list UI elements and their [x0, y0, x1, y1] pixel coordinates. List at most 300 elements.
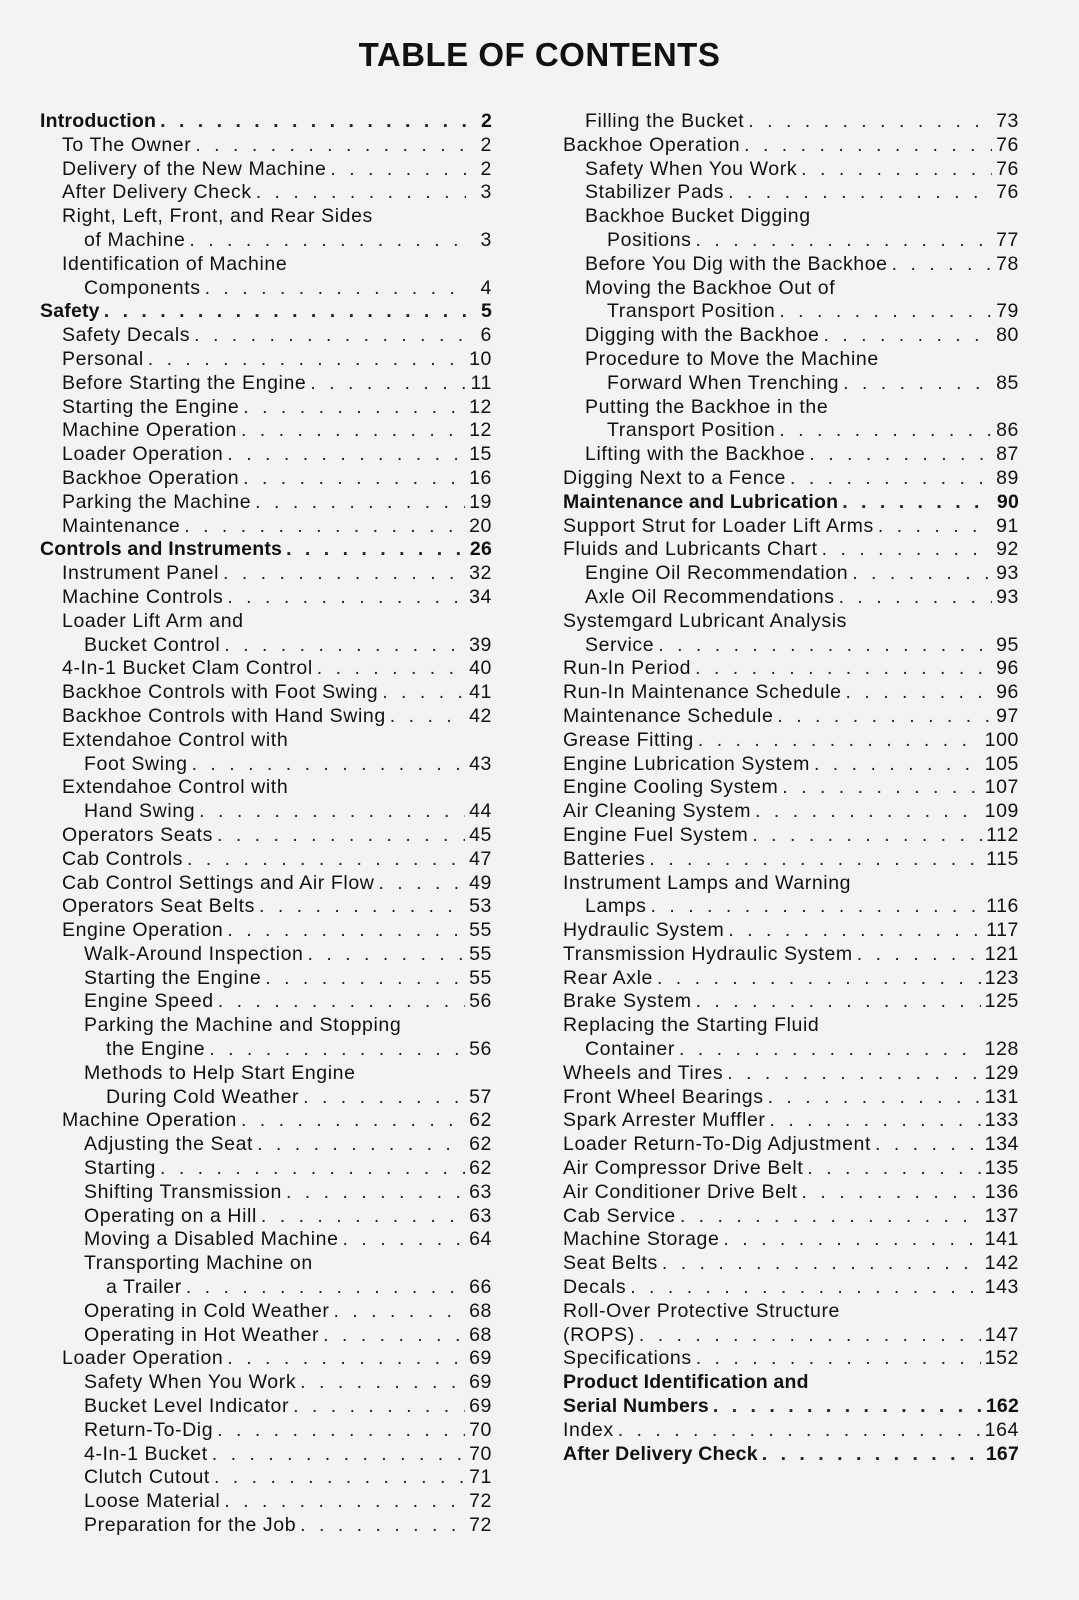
toc-left-column [40, 110, 492, 1538]
toc-entry-label: the Engine [106, 1038, 206, 1061]
toc-entry-page-number: 115 [986, 847, 1019, 870]
toc-entry [40, 1205, 492, 1229]
dot-leader [308, 943, 466, 967]
toc-entry [563, 538, 1019, 562]
toc-entry [563, 586, 1019, 610]
toc-entry [563, 1086, 1019, 1110]
toc-entry-page-number: 57 [469, 1085, 492, 1108]
toc-entry-page-number: 56 [469, 990, 492, 1013]
toc-entry [40, 610, 492, 634]
dot-leader [286, 538, 466, 562]
toc-entry-label: Loader Return-To-Dig Adjustment [563, 1133, 871, 1156]
toc-entry [40, 1371, 492, 1395]
toc-entry-page-number: 66 [469, 1276, 492, 1299]
toc-entry-page-number: 147 [984, 1323, 1019, 1346]
toc-entry-label: Operating on a Hill [84, 1204, 257, 1227]
toc-entry-page-number: 70 [469, 1418, 492, 1441]
toc-entry [40, 348, 492, 372]
toc-entry-label: Forward When Trenching [607, 371, 840, 394]
dot-leader [189, 229, 466, 253]
toc-entry-label: Run-In Maintenance Schedule [563, 681, 842, 704]
dot-leader [752, 824, 982, 848]
toc-entry-label: of Machine [84, 228, 186, 251]
toc-entry-page-number: 43 [469, 752, 492, 775]
dot-leader [187, 848, 465, 872]
toc-entry-page-number: 20 [469, 514, 492, 537]
toc-entry [563, 681, 1019, 705]
toc-entry-page-number: 73 [996, 110, 1019, 132]
dot-leader [768, 1086, 981, 1110]
toc-entry-page-number: 68 [469, 1323, 492, 1346]
toc-entry-label: Stabilizer Pads [585, 181, 725, 204]
toc-entry-label: Foot Swing [84, 752, 188, 775]
dot-leader [265, 967, 465, 991]
toc-entry [40, 919, 492, 943]
toc-entry [563, 134, 1019, 158]
toc-entry-label: Adjusting the Seat [84, 1133, 254, 1156]
toc-entry-page-number: 86 [996, 419, 1019, 442]
toc-entry-page-number: 96 [996, 681, 1019, 704]
toc-entry [563, 300, 1019, 324]
toc-entry-page-number: 117 [986, 919, 1019, 942]
toc-entry [563, 990, 1019, 1014]
dot-leader [748, 110, 992, 134]
toc-entry-page-number: 2 [480, 133, 492, 156]
dot-leader [807, 1157, 980, 1181]
dot-leader [217, 1419, 465, 1443]
toc-entry-label: Air Conditioner Drive Belt [563, 1180, 798, 1203]
toc-entry [563, 776, 1019, 800]
toc-entry-page-number: 63 [469, 1204, 492, 1227]
toc-entry [40, 1252, 492, 1276]
dot-leader [243, 467, 465, 491]
toc-entry-label: Air Cleaning System [563, 800, 752, 823]
toc-entry-page-number: 49 [469, 871, 492, 894]
toc-entry [40, 824, 492, 848]
toc-entry [563, 1324, 1019, 1348]
dot-leader [160, 110, 466, 134]
toc-entry-label: Cab Controls [62, 847, 184, 870]
toc-entry-label: Lamps [585, 895, 647, 918]
toc-entry-label: Controls and Instruments [40, 538, 283, 561]
toc-entry-page-number: 70 [469, 1442, 492, 1465]
dot-leader [713, 1395, 982, 1419]
toc-entry-label: Maintenance and Lubrication [563, 490, 839, 513]
toc-entry-label: Container [585, 1038, 675, 1061]
dot-leader [696, 990, 981, 1014]
toc-entry-page-number: 41 [469, 681, 492, 704]
toc-entry-page-number: 123 [984, 966, 1019, 989]
toc-entry-label: Procedure to Move the Machine [585, 347, 879, 370]
dot-leader [892, 253, 992, 277]
toc-entry [40, 776, 492, 800]
toc-entry [563, 1038, 1019, 1062]
toc-entry [40, 562, 492, 586]
dot-leader [195, 134, 466, 158]
toc-entry-label: Backhoe Controls with Hand Swing [62, 704, 386, 727]
toc-entry [563, 1205, 1019, 1229]
dot-leader [323, 1324, 465, 1348]
toc-entry [40, 657, 492, 681]
toc-entry [563, 1157, 1019, 1181]
toc-entry [40, 753, 492, 777]
toc-entry-label: Engine Cooling System [563, 776, 779, 799]
toc-entry [40, 1062, 492, 1086]
toc-entry-label: Shifting Transmission [84, 1180, 282, 1203]
toc-entry-label: Safety [40, 300, 100, 323]
toc-entry [563, 1252, 1019, 1276]
toc-entry-label: Operators Seat Belts [62, 895, 256, 918]
toc-entry [563, 657, 1019, 681]
dot-leader [814, 753, 981, 777]
toc-entry [563, 491, 1019, 515]
toc-entry-label: Digging Next to a Fence [563, 466, 786, 489]
dot-leader [755, 800, 981, 824]
toc-entry-label: Fluids and Lubricants Chart [563, 538, 818, 561]
toc-entry [40, 181, 492, 205]
toc-entry [563, 467, 1019, 491]
toc-entry [40, 396, 492, 420]
toc-entry [40, 1109, 492, 1133]
toc-entry-label: Maintenance [62, 514, 181, 537]
toc-entry-label: Operating in Hot Weather [84, 1323, 320, 1346]
toc-entry [563, 205, 1019, 229]
toc-entry-label: Transport Position [607, 300, 776, 323]
toc-entry-label: Loader Operation [62, 1347, 224, 1370]
toc-entry-label: Engine Speed [84, 990, 214, 1013]
toc-entry-label: After Delivery Check [62, 181, 252, 204]
toc-entry [40, 205, 492, 229]
toc-entry [563, 1133, 1019, 1157]
dot-leader [214, 1466, 465, 1490]
dot-leader [317, 657, 465, 681]
dot-leader [227, 1347, 465, 1371]
toc-entry-page-number: 76 [996, 157, 1019, 180]
toc-entry [563, 943, 1019, 967]
dot-leader [199, 800, 465, 824]
toc-entry-label: Putting the Backhoe in the [585, 395, 829, 418]
toc-entry-page-number: 100 [984, 728, 1019, 751]
toc-entry-page-number: 56 [469, 1038, 492, 1061]
dot-leader [651, 895, 983, 919]
toc-entry-label: Delivery of the New Machine [62, 157, 327, 180]
toc-entry-page-number: 92 [996, 538, 1019, 561]
toc-entry-label: Before Starting the Engine [62, 371, 307, 394]
toc-entry-label: (ROPS) [563, 1323, 635, 1346]
toc-entry [40, 943, 492, 967]
toc-entry-label: Positions [607, 228, 692, 251]
toc-entry-label: Axle Oil Recommendations [585, 585, 835, 608]
dot-leader [303, 1086, 465, 1110]
toc-entry-page-number: 96 [996, 657, 1019, 680]
toc-entry-page-number: 15 [469, 443, 492, 466]
toc-entry-page-number: 53 [469, 895, 492, 918]
toc-entry-label: Return-To-Dig [84, 1418, 214, 1441]
toc-entry-page-number: 134 [984, 1133, 1019, 1156]
toc-entry-label: Instrument Panel [62, 562, 220, 585]
dot-leader [723, 1228, 980, 1252]
dot-leader [696, 229, 993, 253]
toc-entry-label: a Trailer [106, 1276, 182, 1299]
toc-entry-label: Index [563, 1418, 614, 1441]
dot-leader [205, 277, 466, 301]
toc-entry-page-number: 47 [469, 847, 492, 870]
toc-entry-label: Loose Material [84, 1490, 221, 1513]
toc-entry-label: Grease Fitting [563, 728, 694, 751]
toc-entry-label: Cab Control Settings and Air Flow [62, 871, 375, 894]
dot-leader [293, 1395, 465, 1419]
toc-entry-label: Components [84, 276, 201, 299]
toc-entry-label: Safety Decals [62, 324, 191, 347]
dot-leader [662, 1252, 981, 1276]
dot-leader [639, 1324, 981, 1348]
toc-entry-page-number: 55 [469, 942, 492, 965]
toc-entry-page-number: 69 [469, 1395, 492, 1418]
dot-leader [194, 324, 466, 348]
dot-leader [227, 586, 465, 610]
toc-entry-label: Moving the Backhoe Out of [585, 276, 836, 299]
toc-entry-page-number: 62 [469, 1109, 492, 1132]
toc-entry [40, 1181, 492, 1205]
toc-entry [563, 1228, 1019, 1252]
toc-entry [40, 800, 492, 824]
toc-entry-page-number: 12 [469, 419, 492, 442]
dot-leader [762, 1443, 982, 1467]
dot-leader [658, 634, 992, 658]
toc-entry [40, 1466, 492, 1490]
dot-leader [184, 515, 465, 539]
toc-entry-page-number: 91 [996, 514, 1019, 537]
dot-leader [728, 181, 992, 205]
toc-entry-page-number: 63 [469, 1180, 492, 1203]
dot-leader [217, 824, 465, 848]
toc-entry-page-number: 78 [996, 252, 1019, 275]
toc-entry [563, 705, 1019, 729]
toc-entry-label: After Delivery Check [563, 1442, 758, 1465]
dot-leader [790, 467, 992, 491]
toc-entry [40, 1133, 492, 1157]
toc-entry-label: Starting the Engine [84, 966, 262, 989]
toc-entry-page-number: 128 [984, 1038, 1019, 1061]
toc-entry [40, 1300, 492, 1324]
toc-entry-page-number: 19 [469, 490, 492, 513]
toc-entry [40, 1395, 492, 1419]
toc-entry-page-number: 167 [985, 1442, 1019, 1465]
toc-entry [40, 324, 492, 348]
toc-entry-page-number: 90 [996, 490, 1019, 513]
dot-leader [846, 681, 993, 705]
toc-entry-label: Engine Oil Recommendation [585, 562, 849, 585]
toc-entry [563, 610, 1019, 634]
dot-leader [209, 1038, 465, 1062]
toc-entry [563, 396, 1019, 420]
toc-entry [40, 705, 492, 729]
toc-entry-page-number: 77 [996, 228, 1019, 251]
toc-entry [563, 229, 1019, 253]
toc-entry-page-number: 121 [984, 942, 1019, 965]
toc-entry-label: Digging with the Backhoe [585, 324, 820, 347]
toc-entry [40, 1086, 492, 1110]
dot-leader [192, 753, 466, 777]
toc-entry-label: Bucket Level Indicator [84, 1395, 290, 1418]
toc-entry-page-number: 32 [469, 562, 492, 585]
dot-leader [224, 634, 465, 658]
toc-entry [40, 634, 492, 658]
toc-entry [40, 134, 492, 158]
toc-entry [563, 1395, 1019, 1419]
toc-entry [563, 967, 1019, 991]
toc-entry-label: Replacing the Starting Fluid [563, 1014, 820, 1037]
toc-entry [40, 1228, 492, 1252]
toc-entry-label: Methods to Help Start Engine [84, 1061, 356, 1084]
toc-entry-page-number: 62 [469, 1157, 492, 1180]
toc-entry [563, 800, 1019, 824]
toc-entry [563, 634, 1019, 658]
toc-entry [563, 848, 1019, 872]
dot-leader [224, 1490, 465, 1514]
dot-leader [842, 491, 993, 515]
toc-entry-label: Bucket Control [84, 633, 221, 656]
dot-leader [777, 705, 992, 729]
toc-entry [40, 1324, 492, 1348]
toc-entry [40, 1014, 492, 1038]
toc-entry-label: Preparation for the Job [84, 1514, 297, 1537]
toc-entry-label: Roll-Over Protective Structure [563, 1299, 840, 1322]
toc-entry-label: Rear Axle [563, 966, 653, 989]
toc-entry [40, 300, 492, 324]
toc-entry-page-number: 10 [469, 347, 492, 370]
toc-entry-label: Run-In Period [563, 657, 692, 680]
dot-leader [857, 943, 981, 967]
toc-entry-page-number: 39 [469, 633, 492, 656]
toc-entry-label: Transmission Hydraulic System [563, 942, 853, 965]
dot-leader [241, 1109, 465, 1133]
toc-entry [563, 1181, 1019, 1205]
dot-leader [256, 181, 466, 205]
toc-entry [563, 372, 1019, 396]
toc-entry-page-number: 3 [480, 181, 492, 204]
dot-leader [728, 919, 982, 943]
dot-leader [744, 134, 992, 158]
toc-entry-page-number: 62 [469, 1133, 492, 1156]
toc-entry-page-number: 152 [984, 1347, 1019, 1370]
toc-entry-page-number: 125 [984, 990, 1019, 1013]
toc-entry [40, 1443, 492, 1467]
toc-entry-label: Machine Controls [62, 585, 224, 608]
dot-leader [160, 1157, 465, 1181]
toc-entry [40, 895, 492, 919]
toc-entry-page-number: 69 [469, 1371, 492, 1394]
toc-entry [40, 1276, 492, 1300]
toc-entry-page-number: 16 [469, 466, 492, 489]
dot-leader [227, 443, 465, 467]
toc-entry [563, 562, 1019, 586]
toc-right-column [563, 110, 1019, 1466]
dot-leader [243, 396, 465, 420]
toc-entry-label: Spark Arrester Muffler [563, 1109, 766, 1132]
toc-entry [40, 491, 492, 515]
toc-entry [563, 1443, 1019, 1467]
dot-leader [779, 419, 992, 443]
dot-leader [223, 562, 465, 586]
dot-leader [212, 1443, 465, 1467]
toc-entry [563, 1300, 1019, 1324]
toc-entry [563, 443, 1019, 467]
toc-entry-page-number: 2 [480, 157, 492, 180]
toc-entry-label: Right, Left, Front, and Rear Sides [62, 205, 373, 228]
dot-leader [801, 158, 992, 182]
toc-entry-page-number: 93 [996, 585, 1019, 608]
toc-entry-page-number: 40 [469, 657, 492, 680]
toc-entry-page-number: 55 [469, 919, 492, 942]
toc-entry [40, 1514, 492, 1538]
toc-entry-label: Decals [563, 1276, 627, 1299]
toc-entry-label: Brake System [563, 990, 692, 1013]
dot-leader [630, 1276, 980, 1300]
toc-entry-label: Starting the Engine [62, 395, 240, 418]
toc-entry-label: Backhoe Controls with Foot Swing [62, 681, 379, 704]
toc-entry [40, 253, 492, 277]
toc-entry [563, 1109, 1019, 1133]
dot-leader [770, 1109, 981, 1133]
toc-entry [40, 110, 492, 134]
toc-entry [40, 443, 492, 467]
toc-entry-label: Filling the Bucket [585, 110, 745, 132]
dot-leader [696, 1347, 981, 1371]
toc-entry-page-number: 107 [984, 776, 1019, 799]
toc-entry-label: Starting [84, 1157, 157, 1180]
toc-entry-page-number: 93 [996, 562, 1019, 585]
toc-entry-page-number: 2 [480, 110, 492, 132]
toc-entry [40, 967, 492, 991]
dot-leader [300, 1514, 465, 1538]
toc-entry-page-number: 3 [480, 228, 492, 251]
toc-entry [40, 158, 492, 182]
toc-entry [563, 515, 1019, 539]
toc-entry [40, 1490, 492, 1514]
toc-entry-page-number: 34 [469, 585, 492, 608]
toc-entry-page-number: 11 [470, 371, 492, 394]
toc-entry-page-number: 136 [984, 1180, 1019, 1203]
toc-entry-label: Service [585, 633, 655, 656]
toc-entry [40, 729, 492, 753]
dot-leader [875, 1133, 981, 1157]
toc-entry-label: Air Compressor Drive Belt [563, 1157, 804, 1180]
toc-entry-label: Backhoe Operation [563, 133, 741, 156]
toc-entry [563, 1347, 1019, 1371]
toc-entry-label: Hand Swing [84, 800, 196, 823]
toc-entry-label: Front Wheel Bearings [563, 1085, 764, 1108]
toc-entry [563, 158, 1019, 182]
toc-entry [40, 1038, 492, 1062]
toc-entry [563, 753, 1019, 777]
toc-entry-label: Safety When You Work [585, 157, 798, 180]
toc-entry-page-number: 143 [984, 1276, 1019, 1299]
toc-entry-page-number: 26 [469, 538, 492, 561]
toc-entry [563, 1276, 1019, 1300]
dot-leader [257, 1133, 465, 1157]
dot-leader [839, 586, 993, 610]
toc-entry [563, 872, 1019, 896]
toc-entry [563, 729, 1019, 753]
toc-entry-label: To The Owner [62, 133, 192, 156]
toc-entry-page-number: 69 [469, 1347, 492, 1370]
toc-entry-page-number: 6 [480, 324, 492, 347]
toc-entry [563, 919, 1019, 943]
dot-leader [618, 1419, 981, 1443]
dot-leader [878, 515, 992, 539]
dot-leader [330, 158, 466, 182]
